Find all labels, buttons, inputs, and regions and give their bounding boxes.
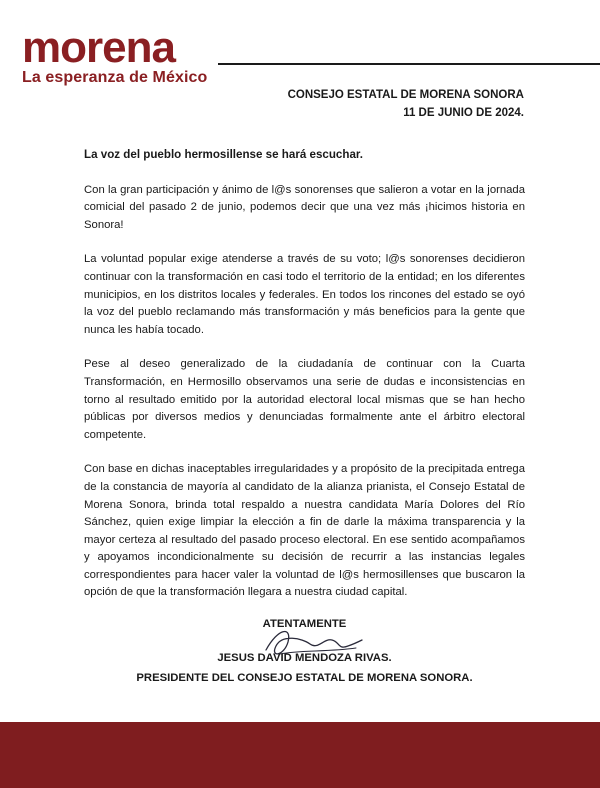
letter-body: [84, 146, 525, 619]
signature-block: [84, 614, 525, 688]
morena-logo: [22, 23, 208, 87]
paragraph-3: Pese al deseo generalizado de la ciudadanía de continuar con la Cuarta Transformación, en Hermosillo observamos una serie de dudas e inconsistencias en torno al resultado emitido por la autoridad electoral local mismas que se han hecho públicas por diversos medios y denunciadas formalmente ante el árbitro electoral competente.: [84, 358, 525, 441]
paragraph-1: Con la gran participación y ánimo de l@s sonorenses que salieron a votar en la jornada comicial del pasado 2 de junio, podemos decir que una vez más ¡hicimos historia en Sonora!: [84, 183, 525, 231]
letter-date: 11 DE JUNIO DE 2024.: [403, 107, 524, 119]
logo-wordmark: morena: [22, 23, 175, 72]
issuer-name: CONSEJO ESTATAL DE MORENA SONORA: [287, 89, 524, 101]
letter-header: [288, 86, 524, 122]
signer-title: PRESIDENTE DEL CONSEJO ESTATAL DE MORENA SONORA.: [136, 672, 473, 684]
logo-tagline: La esperanza de México: [22, 69, 208, 86]
signer-name: JESUS DAVID MENDOZA RIVAS.: [217, 652, 392, 664]
paragraph-4: Con base en dichas inaceptables irregularidades y a propósito de la precipitada entrega de la constancia de mayoría al candidato de la alianza prianista, el Consejo Estatal de Morena Sonora, brinda total respaldo a nuestra candidata María Dolores del Río Sánchez, quien exige limpiar la elección a fin de darle la máxima transparencia y la mayor certeza al resultado del pasado proceso electoral. En ese sentido acompañamos y apoyamos incondicionalmente su decisión de recurrir a las instancias legales correspondientes para hacer valer la voluntad de l@s hermosillenses que buscaron la opción de que la transformación llegara a nuestra ciudad capital.: [84, 463, 525, 599]
header-divider: [218, 63, 600, 65]
letter-headline: La voz del pueblo hermosillense se hará escuchar.: [84, 148, 364, 161]
paragraph-2: La voluntad popular exige atenderse a través de su voto; l@s sonorenses decidieron continuar con la transformación en casi todo el territorio de la entidad; en los diferentes municipios, en los distritos locales y federales. En todos los rincones del estado se oyó la voz del pueblo reclamando más transformación y más beneficios para la gente que nunca les había tocado.: [84, 253, 525, 336]
footer-band: [0, 722, 600, 788]
closing-text: ATENTAMENTE: [262, 618, 347, 630]
